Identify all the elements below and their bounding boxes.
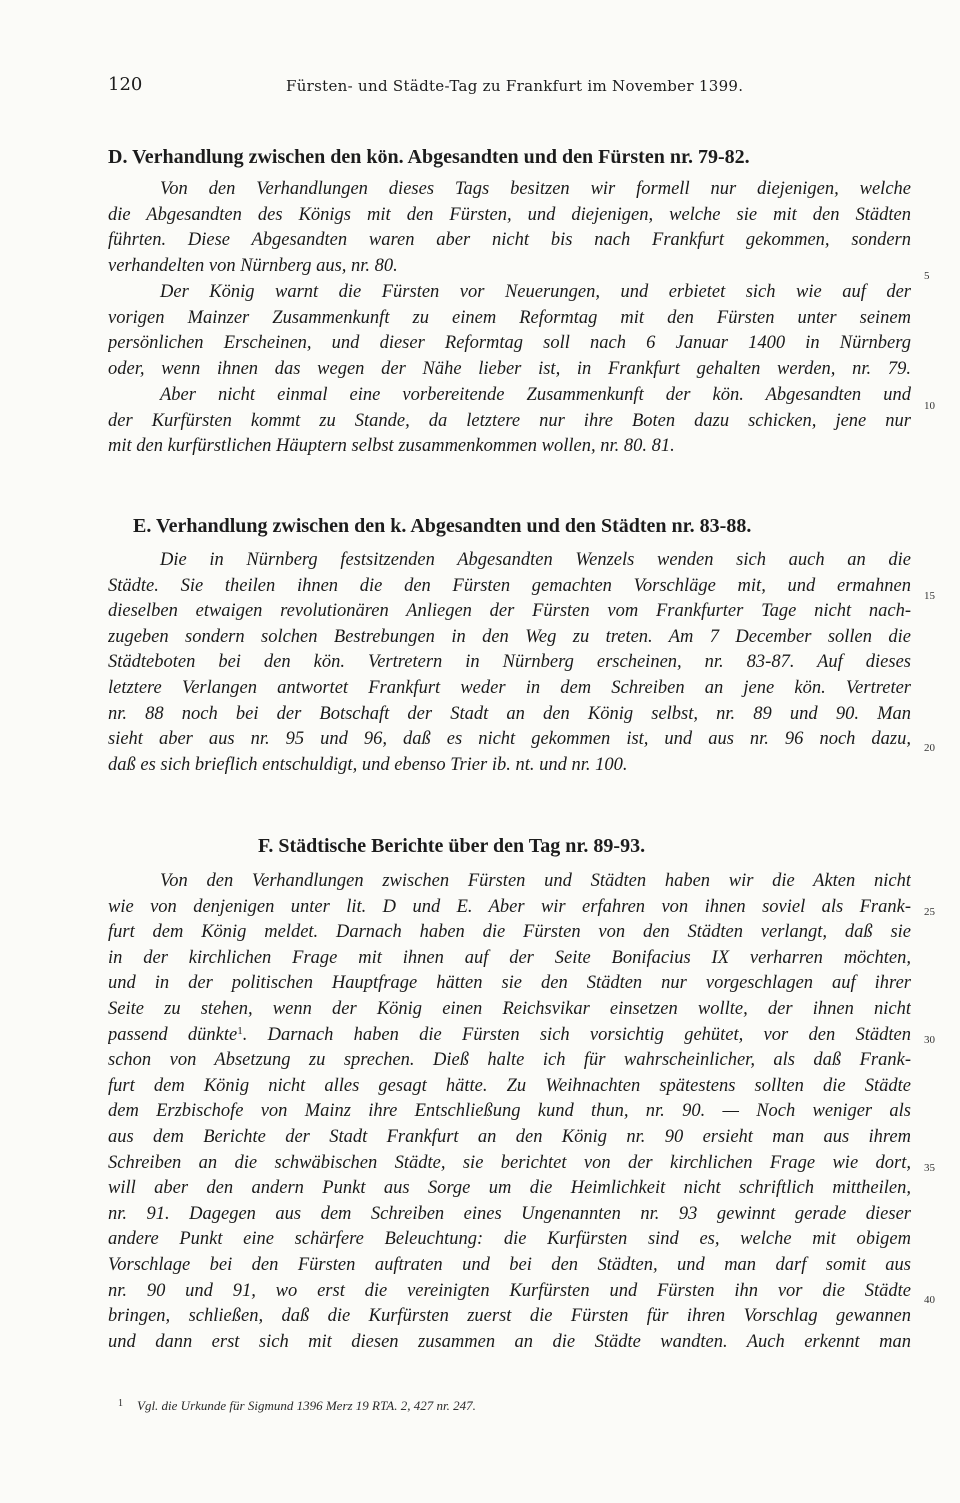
section-f-paragraph-1 xyxy=(108,869,911,1355)
text-line: schon von Absetzung zu sprechen. Dieß halte ich für wahrscheinlicher, als daß Frank- xyxy=(108,1050,911,1071)
section-d-paragraph-2 xyxy=(108,280,911,382)
footnote-mark: 1 xyxy=(118,1398,123,1409)
text-line: nr. 91. Dagegen aus dem Schreiben eines Ungenannten nr. 93 gewinnt gerade dieser xyxy=(108,1203,911,1224)
text-line: nr. 88 noch bei der Botschaft der Stadt an den König selbst, nr. 89 und 90. Man xyxy=(108,703,911,724)
text-line: Seite zu stehen, wenn der König einen Reichsvikar einsetzen wollte, der ihnen nicht xyxy=(108,998,911,1019)
section-heading-e: E. Verhandlung zwischen den k. Abgesandten und den Städten nr. 83-88. xyxy=(133,515,752,537)
running-title: Fürsten- und Städte-Tag zu Frankfurt im November 1399. xyxy=(286,77,744,95)
margin-line-number: 30 xyxy=(924,1034,935,1046)
text-line: nr. 90 und 91, wo erst die vereinigten Kurfürsten und Fürsten ihn vor die Städte xyxy=(108,1280,911,1301)
text-line: sieht aber aus nr. 95 und 96, daß es nicht gekommen ist, und aus nr. 96 noch dazu, xyxy=(108,729,911,750)
text-line: furt dem König nicht alles gesagt hätte. Zu Weihnachten spätestens sollten die Städte xyxy=(108,1075,911,1096)
text-line: Der König warnt die Fürsten vor Neuerungen, und erbietet sich wie auf der xyxy=(160,282,911,302)
text-line: der Kurfürsten kommt zu Stande, da letztere nur ihre Boten dazu schicken, jene nur xyxy=(108,410,911,431)
text-line: Städte. Sie theilen ihnen die den Fürsten gemachten Vorschläge mit, und ermahnen xyxy=(108,575,911,596)
text-line: Vorschlage bei den Fürsten auftraten und bei den Städten, und man darf somit aus xyxy=(108,1254,911,1275)
section-d-paragraph-3 xyxy=(108,383,911,460)
margin-line-number: 40 xyxy=(924,1294,935,1306)
text-line: und in der politischen Hauptfrage hätten sie den Städten nur vorgeschlagen auf ihrer xyxy=(108,973,911,994)
footnote-text: Vgl. die Urkunde für Sigmund 1396 Merz 19 RTA. 2, 427 nr. 247. xyxy=(137,1398,476,1413)
text-line: furt dem König meldet. Darnach haben die Fürsten von den Städten verlangt, daß sie xyxy=(108,922,911,943)
text-line: Aber nicht einmal eine vorbereitende Zusammenkunft der kön. Abgesandten und xyxy=(160,385,911,405)
text-line: Schreiben an die schwäbischen Städte, sie berichtet von der kirchlichen Frage wie dort, xyxy=(108,1152,911,1173)
section-d-paragraph-1 xyxy=(108,177,911,279)
margin-line-number: 10 xyxy=(924,400,935,412)
text-line: oder, wenn ihnen das wegen der Nähe lieber ist, in Frankfurt gehalten werden, nr. 79. xyxy=(108,358,911,379)
text-line: daß es sich brieflich entschuldigt, und ebenso Trier ib. nt. und nr. 100. xyxy=(108,754,628,775)
text-line: letztere Verlangen antwortet Frankfurt weder in dem Schreiben an jene kön. Vertreter xyxy=(108,677,911,698)
text-line: dieselben etwaigen revolutionären Anliegen der Fürsten vom Frankfurter Tage nicht nach- xyxy=(108,601,911,622)
text-line-with-footnote: passend dünkte$^1$. Darnach haben die Fürsten sich vorsichtig gehütet, vor den Städten xyxy=(108,1024,911,1045)
text-line: will aber den andern Punkt aus Sorge um die Heimlichkeit nicht schriftlich mittheilen, xyxy=(108,1178,911,1199)
text-line: bringen, schließen, daß die Kurfürsten zuerst die Fürsten für ihren Vorschlag gewannen xyxy=(108,1306,911,1327)
margin-line-number: 20 xyxy=(924,742,935,754)
text-line: in der kirchlichen Frage mit ihnen auf der Seite Bonifacius IX verharren möchten, xyxy=(108,947,911,968)
text-line: mit den kurfürstlichen Häuptern selbst zusammenkommen wollen, nr. 80. 81. xyxy=(108,436,675,457)
text-line: Von den Verhandlungen zwischen Fürsten und Städten haben wir die Akten nicht xyxy=(160,871,911,891)
text-line: persönlichen Erscheinen, und dieser Reformtag soll nach 6 Januar 1400 in Nürnberg xyxy=(108,333,911,354)
page-number: 120 xyxy=(108,74,143,95)
text-line: die Abgesandten des Königs mit den Fürsten, und diejenigen, welche sie mit den Städten xyxy=(108,204,911,225)
text-line: vorigen Mainzer Zusammenkunft zu einem Reformtag mit den Fürsten unter seinem xyxy=(108,307,911,328)
footnote-reference: 1 xyxy=(237,1024,243,1037)
text-line: Die in Nürnberg festsitzenden Abgesandten Wenzels wenden sich auch an die xyxy=(160,550,911,570)
text-line: dem Erzbischofe von Mainz ihre Entschließung kund thun, nr. 90. — Noch weniger als xyxy=(108,1101,911,1122)
text-line: Von den Verhandlungen dieses Tags besitzen wir formell nur diejenigen, welche xyxy=(160,179,911,199)
margin-line-number: 25 xyxy=(924,906,935,918)
text-line: verhandelten von Nürnberg aus, nr. 80. xyxy=(108,255,398,276)
section-heading-f: F. Städtische Berichte über den Tag nr. 89-93. xyxy=(258,835,646,857)
text-segment: Darnach haben die Fürsten sich vorsichtig gehütet, vor den Städten xyxy=(267,1024,911,1045)
running-head xyxy=(108,74,918,100)
margin-line-number: 5 xyxy=(924,270,930,282)
text-line: wie von denjenigen unter lit. D und E. Aber wir erfahren von ihnen soviel als Frank- xyxy=(108,896,911,917)
margin-line-number: 35 xyxy=(924,1162,935,1174)
margin-line-number: 15 xyxy=(924,590,935,602)
text-line: aus dem Berichte der Stadt Frankfurt an den König nr. 90 ersieht man aus ihrem xyxy=(108,1126,911,1147)
footnote xyxy=(118,1398,818,1414)
text-line: führten. Diese Abgesandten waren aber nicht bis nach Frankfurt gekommen, sondern xyxy=(108,230,911,251)
section-e-paragraph-1 xyxy=(108,548,911,778)
text-line: Städteboten bei den kön. Vertretern in Nürnberg erscheinen, nr. 83-87. Auf dieses xyxy=(108,652,911,673)
text-segment: passend dünkte xyxy=(108,1024,238,1045)
text-line: und dann erst sich mit diesen zusammen an die Städte wandten. Auch erkennt man xyxy=(108,1331,911,1352)
text-line: andere Punkt eine schärfere Beleuchtung: die Kurfürsten sind es, welche mit obigem xyxy=(108,1229,911,1250)
section-heading-d: D. Verhandlung zwischen den kön. Abgesandten und den Fürsten nr. 79-82. xyxy=(108,146,750,168)
text-line: zugeben sondern solchen Bestrebungen in den Weg zu treten. Am 7 December sollen die xyxy=(108,626,911,647)
